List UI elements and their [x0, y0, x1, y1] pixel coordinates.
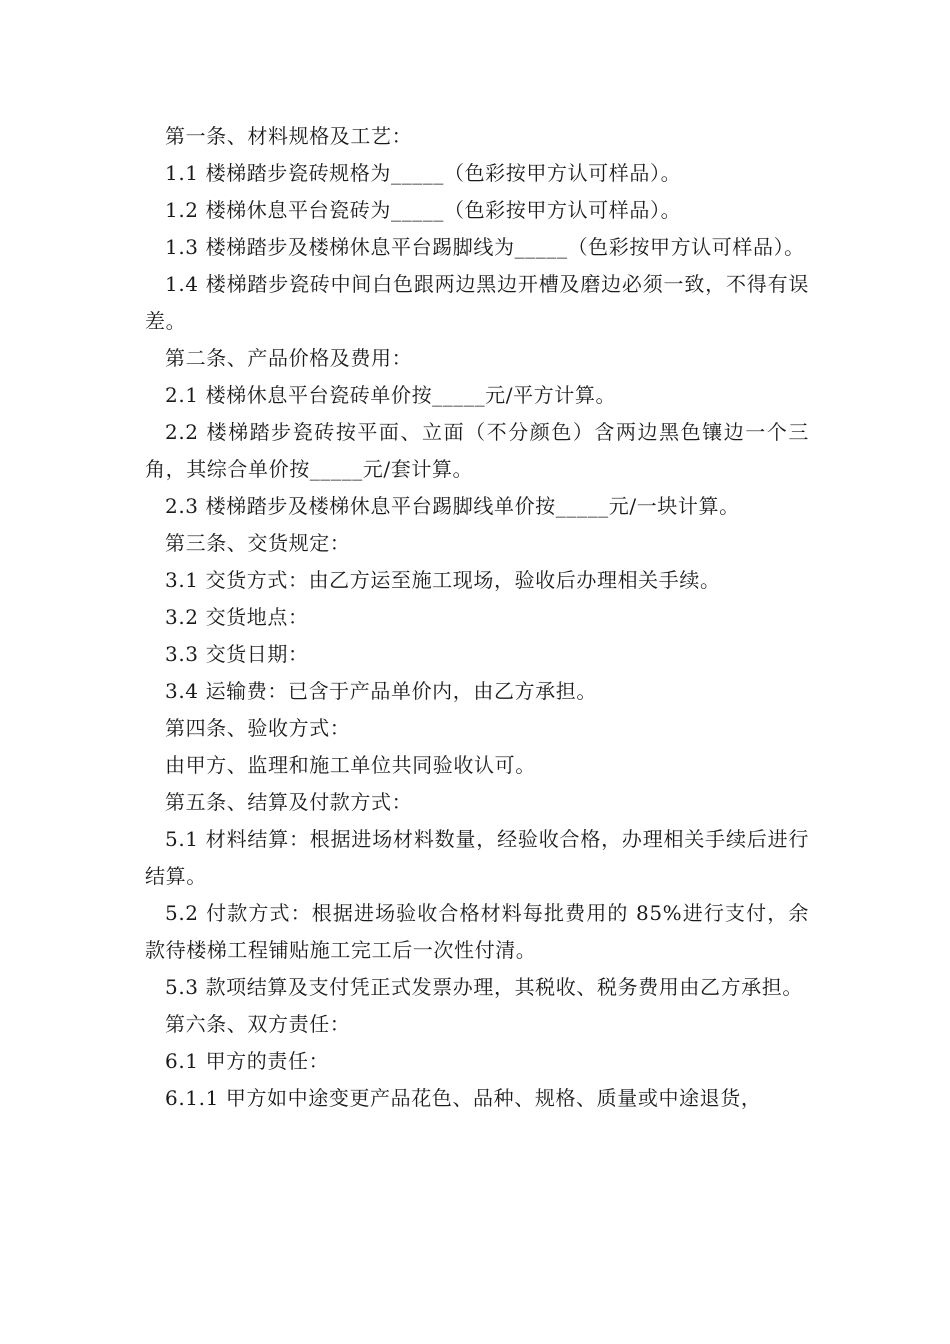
clause-2-3: 2.3 楼梯踏步及楼梯休息平台踢脚线单价按_____元/一块计算。 [165, 494, 740, 518]
clause-1-3: 1.3 楼梯踏步及楼梯休息平台踢脚线为_____（色彩按甲方认可样品）。 [165, 235, 805, 259]
article-4-heading: 第四条、验收方式： [165, 716, 351, 740]
clause-5-3: 5.3 款项结算及支付凭正式发票办理，其税收、税务费用由乙方承担。 [165, 975, 803, 999]
clause-3-4: 3.4 运输费：已含于产品单价内，由乙方承担。 [165, 679, 597, 703]
clause-6-1: 6.1 甲方的责任： [165, 1049, 330, 1073]
clause-3-1: 3.1 交货方式：由乙方运至施工现场，验收后办理相关手续。 [165, 568, 721, 592]
clause-3-2: 3.2 交货地点： [165, 605, 309, 629]
article-5-heading: 第五条、结算及付款方式： [165, 790, 413, 814]
clause-1-4: 1.4 楼梯踏步瓷砖中间白色跟两边黑边开槽及磨边必须一致，不得有误差。 [145, 272, 809, 333]
clause-2-1: 2.1 楼梯休息平台瓷砖单价按_____元/平方计算。 [165, 383, 617, 407]
contract-body [145, 118, 809, 1117]
article-1-heading: 第一条、材料规格及工艺： [165, 124, 413, 148]
article-2-heading: 第二条、产品价格及费用： [165, 346, 413, 370]
clause-6-1-1: 6.1.1 甲方如中途变更产品花色、品种、规格、质量或中途退货， [165, 1086, 762, 1110]
clause-1-1: 1.1 楼梯踏步瓷砖规格为_____（色彩按甲方认可样品）。 [165, 161, 682, 185]
article-3-heading: 第三条、交货规定： [165, 531, 351, 555]
clause-5-2: 5.2 付款方式：根据进场验收合格材料每批费用的 85%进行支付，余款待楼梯工程铺贴施工完工后一次性付清。 [145, 901, 809, 962]
article-6-heading: 第六条、双方责任： [165, 1012, 351, 1036]
article-4-text: 由甲方、监理和施工单位共同验收认可。 [165, 753, 536, 777]
clause-2-2: 2.2 楼梯踏步瓷砖按平面、立面（不分颜色）含两边黑色镶边一个三角，其综合单价按_____元/套计算。 [145, 420, 809, 481]
clause-1-2: 1.2 楼梯休息平台瓷砖为_____（色彩按甲方认可样品）。 [165, 198, 682, 222]
clause-3-3: 3.3 交货日期： [165, 642, 309, 666]
clause-5-1: 5.1 材料结算：根据进场材料数量，经验收合格，办理相关手续后进行结算。 [145, 827, 809, 888]
